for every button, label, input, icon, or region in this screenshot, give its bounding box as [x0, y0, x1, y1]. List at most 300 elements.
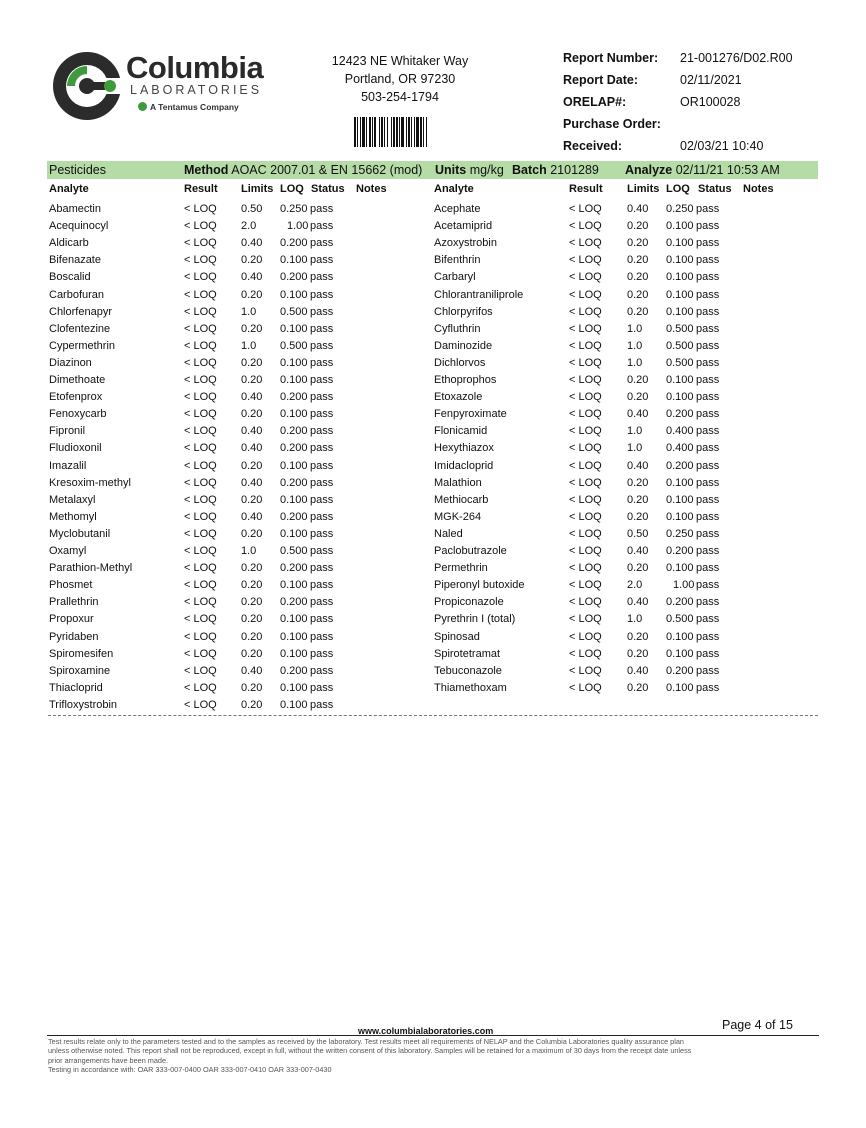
status-cell: pass [310, 510, 334, 523]
analyte-cell: Acephate [434, 203, 481, 215]
status-cell: pass [696, 681, 720, 694]
analyte-cell: Daminozide [434, 339, 493, 352]
limits-cell: 0.50 [241, 203, 263, 215]
result-cell: < LOQ [569, 408, 602, 421]
status-cell: pass [310, 425, 334, 438]
loq-cell: 0.100 [666, 493, 694, 506]
status-cell: pass [696, 322, 720, 335]
limits-cell: 2.0 [627, 579, 643, 592]
result-cell: < LOQ [569, 288, 602, 301]
limits-cell: 0.20 [241, 254, 263, 267]
analyte-cell: Acetamiprid [434, 220, 493, 233]
status-cell: pass [310, 613, 334, 626]
analyte-cell: Thiamethoxam [434, 681, 507, 694]
website-link[interactable]: www.columbialaboratories.com [358, 1026, 494, 1036]
result-cell: < LOQ [184, 698, 217, 711]
loq-cell: 0.100 [280, 254, 308, 267]
result-cell: < LOQ [184, 630, 217, 643]
limits-cell: 0.40 [241, 391, 263, 404]
loq-cell: 0.100 [280, 374, 308, 386]
limits-cell: 0.40 [241, 510, 263, 523]
loq-cell: 0.200 [666, 545, 694, 557]
result-cell: < LOQ [569, 391, 602, 404]
limits-cell: 0.20 [627, 493, 649, 506]
limits-cell: 0.50 [627, 527, 649, 540]
status-cell: pass [310, 476, 334, 489]
loq-cell: 0.500 [280, 305, 308, 318]
logo-subtitle: LABORATORIES [130, 83, 263, 97]
limits-cell: 0.40 [241, 271, 263, 284]
limits-cell: 0.20 [627, 681, 649, 694]
loq-cell: 0.500 [280, 339, 308, 352]
report-info-value: 02/03/21 10:40 [680, 139, 764, 153]
analyte-cell: Naled [434, 527, 463, 540]
header-loq: LOQ [280, 183, 304, 195]
limits-cell: 2.0 [241, 220, 257, 233]
result-cell: < LOQ [184, 510, 217, 523]
limits-cell: 0.40 [627, 664, 649, 677]
lab-address [320, 52, 480, 106]
loq-cell: 0.100 [666, 647, 694, 660]
loq-cell: 0.500 [666, 356, 694, 369]
address-phone: 503-254-1794 [361, 90, 439, 104]
analyte-cell: Bifenazate [49, 254, 101, 267]
result-cell: < LOQ [184, 562, 217, 575]
analyte-cell: Chlorantraniliprole [434, 288, 524, 301]
status-cell: pass [696, 510, 720, 523]
page-number: Page 4 of 15 [722, 1018, 793, 1032]
loq-cell: 0.200 [280, 425, 308, 438]
report-info-label: Report Date: [563, 73, 639, 87]
status-cell: pass [696, 254, 720, 267]
limits-cell: 0.20 [241, 613, 263, 626]
table-row [0, 577, 866, 594]
limits-cell: 0.20 [241, 408, 263, 421]
limits-cell: 0.40 [627, 203, 649, 215]
limits-cell: 0.20 [241, 322, 263, 335]
loq-cell: 0.100 [280, 527, 308, 540]
limits-cell: 1.0 [627, 425, 643, 438]
loq-cell: 0.200 [666, 408, 694, 421]
table-row [0, 338, 866, 355]
limits-cell: 0.20 [627, 237, 649, 250]
status-cell: pass [696, 391, 720, 404]
limits-cell: 1.0 [241, 305, 257, 318]
analyte-cell: Spirotetramat [434, 647, 501, 660]
loq-cell: 0.100 [666, 254, 694, 267]
limits-cell: 0.20 [241, 681, 263, 694]
limits-cell: 0.20 [627, 271, 649, 284]
status-cell: pass [310, 322, 334, 335]
result-cell: < LOQ [184, 305, 217, 318]
table-row [0, 611, 866, 628]
status-cell: pass [696, 271, 720, 284]
limits-cell: 0.20 [241, 493, 263, 506]
limits-cell: 1.0 [627, 339, 643, 352]
result-cell: < LOQ [569, 459, 602, 472]
loq-cell: 0.200 [280, 596, 308, 609]
result-cell: < LOQ [569, 322, 602, 335]
table-row [0, 475, 866, 492]
loq-cell: 0.400 [666, 442, 694, 455]
loq-cell: 0.100 [280, 459, 308, 472]
analyte-cell: Phosmet [49, 579, 93, 592]
header-status: Status [698, 183, 732, 195]
loq-cell: 0.500 [666, 339, 694, 352]
analyte-cell: Propoxur [49, 613, 94, 626]
analyte-cell: Methomyl [49, 510, 97, 523]
status-cell: pass [310, 527, 334, 540]
analyte-cell: Paclobutrazole [434, 545, 507, 557]
report-info-label: ORELAP#: [563, 95, 627, 109]
analyte-cell: Aldicarb [49, 237, 89, 250]
analyte-cell: Kresoxim-methyl [49, 476, 131, 489]
analyte-cell: Imidacloprid [434, 459, 494, 472]
table-row [0, 235, 866, 252]
analyte-cell: Fenoxycarb [49, 408, 107, 421]
status-cell: pass [310, 579, 334, 592]
result-cell: < LOQ [184, 288, 217, 301]
loq-cell: 1.00 [287, 220, 309, 233]
limits-cell: 1.0 [627, 356, 643, 369]
table-row [0, 252, 866, 269]
table-row [0, 389, 866, 406]
limits-cell: 0.40 [241, 476, 263, 489]
address-street: 12423 NE Whitaker Way [331, 54, 469, 68]
result-cell: < LOQ [569, 442, 602, 455]
result-cell: < LOQ [569, 425, 602, 438]
analyte-cell: Bifenthrin [434, 254, 481, 267]
loq-cell: 0.250 [666, 203, 694, 215]
limits-cell: 0.40 [241, 425, 263, 438]
table-row [0, 269, 866, 286]
loq-cell: 0.100 [280, 408, 308, 421]
analyte-cell: Pyrethrin I (total) [434, 613, 516, 626]
status-cell: pass [696, 339, 720, 352]
status-cell: pass [310, 254, 334, 267]
loq-cell: 0.200 [280, 271, 308, 284]
table-row [0, 287, 866, 304]
disclaimer-line: Testing in accordance with: OAR 333-007-0400 OAR 333-007-0410 OAR 333-007-0430 [48, 1064, 332, 1074]
analyte-cell: Piperonyl butoxide [434, 579, 525, 592]
limits-cell: 0.20 [241, 647, 263, 660]
analyte-cell: Oxamyl [49, 545, 87, 557]
loq-cell: 0.200 [280, 562, 308, 575]
result-cell: < LOQ [184, 237, 217, 250]
result-cell: < LOQ [569, 305, 602, 318]
report-info-value: 02/11/2021 [680, 73, 742, 87]
report-info-value: OR100028 [680, 95, 741, 109]
loq-cell: 0.100 [666, 237, 694, 250]
table-row [0, 629, 866, 646]
limits-cell: 1.0 [241, 339, 257, 352]
limits-cell: 0.40 [627, 596, 649, 609]
status-cell: pass [696, 527, 720, 540]
result-cell: < LOQ [569, 664, 602, 677]
analyte-cell: Acequinocyl [49, 220, 109, 233]
header-notes: Notes [356, 183, 387, 195]
address-city: Portland, OR 97230 [344, 72, 456, 86]
status-cell: pass [696, 356, 720, 369]
limits-cell: 0.20 [627, 391, 649, 404]
analyte-cell: Clofentezine [49, 322, 111, 335]
result-cell: < LOQ [569, 254, 602, 267]
status-cell: pass [310, 596, 334, 609]
limits-cell: 0.20 [241, 698, 263, 711]
table-row [0, 697, 866, 714]
status-cell: pass [696, 305, 720, 318]
table-row [0, 218, 866, 235]
loq-cell: 0.100 [666, 374, 694, 386]
result-cell: < LOQ [569, 476, 602, 489]
limits-cell: 0.40 [627, 408, 649, 421]
result-cell: < LOQ [569, 356, 602, 369]
loq-cell: 0.500 [666, 613, 694, 626]
limits-cell: 0.20 [241, 579, 263, 592]
header-limits: Limits [627, 183, 660, 195]
status-cell: pass [310, 562, 334, 575]
status-cell: pass [310, 374, 334, 386]
table-row [0, 646, 866, 663]
limits-cell: 0.20 [241, 527, 263, 540]
disclaimer [48, 1037, 818, 1074]
analyte-cell: Hexythiazox [434, 442, 494, 455]
table-row [0, 492, 866, 509]
result-cell: < LOQ [569, 527, 602, 540]
status-cell: pass [696, 630, 720, 643]
analyte-cell: Spinosad [434, 630, 480, 643]
analyte-cell: Myclobutanil [49, 527, 111, 540]
analyte-cell: Cypermethrin [49, 339, 116, 352]
table-row [0, 560, 866, 577]
limits-cell: 0.20 [241, 562, 263, 575]
disclaimer-line: Test results relate only to the parameters tested and to the samples as received by the laboratory. Test results meet all requirements of NELAP and the Columbia Laboratories quality assurance plan [48, 1037, 684, 1046]
table-row [0, 440, 866, 457]
header-analyte: Analyte [49, 183, 89, 195]
limits-cell: 0.20 [627, 288, 649, 301]
result-cell: < LOQ [569, 374, 602, 386]
result-cell: < LOQ [184, 425, 217, 438]
section-name: Pesticides [49, 163, 106, 177]
analyte-cell: Dimethoate [49, 374, 106, 386]
status-cell: pass [696, 596, 720, 609]
limits-cell: 0.20 [627, 510, 649, 523]
status-cell: pass [696, 459, 720, 472]
disclaimer-line: unless otherwise noted. This report shall not be reproduced, except in full, without the written consent of this laboratory. Samples will be retained for a maximum of 30 days from the receipt date unless [48, 1046, 692, 1056]
status-cell: pass [310, 356, 334, 369]
status-cell: pass [310, 493, 334, 506]
result-cell: < LOQ [569, 339, 602, 352]
analyte-cell: Pyridaben [49, 630, 99, 643]
status-cell: pass [310, 391, 334, 404]
loq-cell: 0.100 [666, 271, 694, 284]
table-row [0, 680, 866, 697]
analyte-cell: Methiocarb [434, 493, 489, 506]
loq-cell: 0.200 [280, 442, 308, 455]
limits-cell: 0.40 [627, 459, 649, 472]
status-cell: pass [696, 476, 720, 489]
tentamus-icon [138, 102, 147, 111]
loq-cell: 1.00 [673, 579, 695, 592]
analyte-cell: Azoxystrobin [434, 237, 497, 250]
result-cell: < LOQ [184, 681, 217, 694]
header-loq: LOQ [666, 183, 690, 195]
analyte-cell: Permethrin [434, 562, 488, 575]
loq-cell: 0.100 [280, 698, 308, 711]
status-cell: pass [696, 664, 720, 677]
analyte-cell: Etofenprox [49, 391, 103, 404]
loq-cell: 0.200 [280, 664, 308, 677]
analyte-cell: Chlorfenapyr [49, 305, 112, 318]
report-info-label: Received: [563, 139, 623, 153]
barcode-icon [354, 117, 456, 147]
result-cell: < LOQ [569, 220, 602, 233]
analyte-cell: Thiacloprid [49, 681, 103, 694]
header-result: Result [569, 183, 603, 195]
result-cell: < LOQ [184, 374, 217, 386]
status-cell: pass [696, 408, 720, 421]
result-cell: < LOQ [569, 681, 602, 694]
analyte-cell: MGK-264 [434, 510, 482, 523]
disclaimer-line: prior arrangements have been made. [48, 1055, 169, 1065]
table-row [0, 423, 866, 440]
table-row [0, 543, 866, 560]
status-cell: pass [310, 271, 334, 284]
result-cell: < LOQ [569, 579, 602, 592]
analyte-cell: Prallethrin [49, 596, 99, 609]
company-logo [50, 48, 275, 128]
section-analyze: Analyze 02/11/21 10:53 AM [625, 163, 780, 177]
analyte-cell: Parathion-Methyl [49, 562, 133, 575]
result-cell: < LOQ [184, 391, 217, 404]
status-cell: pass [696, 545, 720, 557]
report-info-label: Purchase Order: [563, 117, 661, 131]
result-cell: < LOQ [184, 613, 217, 626]
result-cell: < LOQ [569, 203, 602, 215]
loq-cell: 0.250 [280, 203, 308, 215]
status-cell: pass [310, 698, 334, 711]
table-row [0, 594, 866, 611]
loq-cell: 0.100 [280, 630, 308, 643]
status-cell: pass [310, 339, 334, 352]
limits-cell: 0.20 [627, 630, 649, 643]
analyte-cell: Fipronil [49, 425, 86, 438]
result-cell: < LOQ [569, 271, 602, 284]
loq-cell: 0.200 [666, 459, 694, 472]
limits-cell: 1.0 [627, 613, 643, 626]
analyte-cell: Dichlorvos [434, 356, 486, 369]
analyte-cell: Propiconazole [434, 596, 504, 609]
analyte-cell: Tebuconazole [434, 664, 502, 677]
result-cell: < LOQ [184, 322, 217, 335]
limits-cell: 0.40 [627, 545, 649, 557]
analyte-cell: Flonicamid [434, 425, 488, 438]
logo-tagline: A Tentamus Company [150, 102, 239, 112]
loq-cell: 0.100 [280, 613, 308, 626]
status-cell: pass [310, 681, 334, 694]
loq-cell: 0.100 [666, 681, 694, 694]
header-result: Result [184, 183, 218, 195]
status-cell: pass [696, 288, 720, 301]
analyte-cell: Ethoprophos [434, 374, 497, 386]
loq-cell: 0.100 [280, 322, 308, 335]
table-row [0, 321, 866, 338]
result-cell: < LOQ [569, 562, 602, 575]
section-batch: Batch 2101289 [512, 163, 599, 177]
limits-cell: 0.20 [627, 220, 649, 233]
loq-cell: 0.250 [666, 527, 694, 540]
result-cell: < LOQ [184, 647, 217, 660]
limits-cell: 0.20 [241, 288, 263, 301]
result-cell: < LOQ [184, 254, 217, 267]
result-cell: < LOQ [184, 545, 217, 557]
loq-cell: 0.100 [666, 630, 694, 643]
analyte-cell: Carbofuran [49, 288, 105, 301]
loq-cell: 0.100 [666, 391, 694, 404]
status-cell: pass [696, 442, 720, 455]
result-cell: < LOQ [184, 220, 217, 233]
status-cell: pass [696, 237, 720, 250]
table-row [0, 372, 866, 389]
result-cell: < LOQ [184, 356, 217, 369]
status-cell: pass [310, 647, 334, 660]
status-cell: pass [696, 203, 720, 215]
limits-cell: 0.20 [627, 562, 649, 575]
loq-cell: 0.100 [280, 493, 308, 506]
result-cell: < LOQ [184, 459, 217, 472]
limits-cell: 0.40 [241, 237, 263, 250]
status-cell: pass [310, 288, 334, 301]
result-cell: < LOQ [569, 545, 602, 557]
result-cell: < LOQ [569, 596, 602, 609]
limits-cell: 0.20 [627, 647, 649, 660]
table-row [0, 355, 866, 372]
header-notes: Notes [743, 183, 774, 195]
loq-cell: 0.100 [666, 476, 694, 489]
limits-cell: 1.0 [627, 322, 643, 335]
limits-cell: 0.20 [241, 630, 263, 643]
limits-cell: 0.20 [627, 305, 649, 318]
status-cell: pass [310, 305, 334, 318]
loq-cell: 0.200 [280, 391, 308, 404]
status-cell: pass [310, 459, 334, 472]
limits-cell: 0.40 [241, 664, 263, 677]
analyte-cell: Chlorpyrifos [434, 305, 493, 318]
status-cell: pass [310, 237, 334, 250]
analyte-cell: Spiroxamine [49, 664, 111, 677]
limits-cell: 0.20 [627, 374, 649, 386]
table-row [0, 663, 866, 680]
loq-cell: 0.100 [666, 305, 694, 318]
result-cell: < LOQ [184, 339, 217, 352]
loq-cell: 0.100 [280, 681, 308, 694]
limits-cell: 0.40 [241, 442, 263, 455]
analyte-cell: Etoxazole [434, 391, 483, 404]
analyte-cell: Spiromesifen [49, 647, 114, 660]
status-cell: pass [696, 425, 720, 438]
table-row [0, 458, 866, 475]
status-cell: pass [310, 630, 334, 643]
table-row [0, 526, 866, 543]
analyte-cell: Diazinon [49, 356, 92, 369]
status-cell: pass [696, 374, 720, 386]
loq-cell: 0.100 [666, 220, 694, 233]
result-cell: < LOQ [569, 630, 602, 643]
result-cell: < LOQ [569, 613, 602, 626]
limits-cell: 0.20 [627, 254, 649, 267]
report-info-value: 21-001276/D02.R00 [680, 51, 793, 65]
table-end-divider [48, 715, 818, 716]
